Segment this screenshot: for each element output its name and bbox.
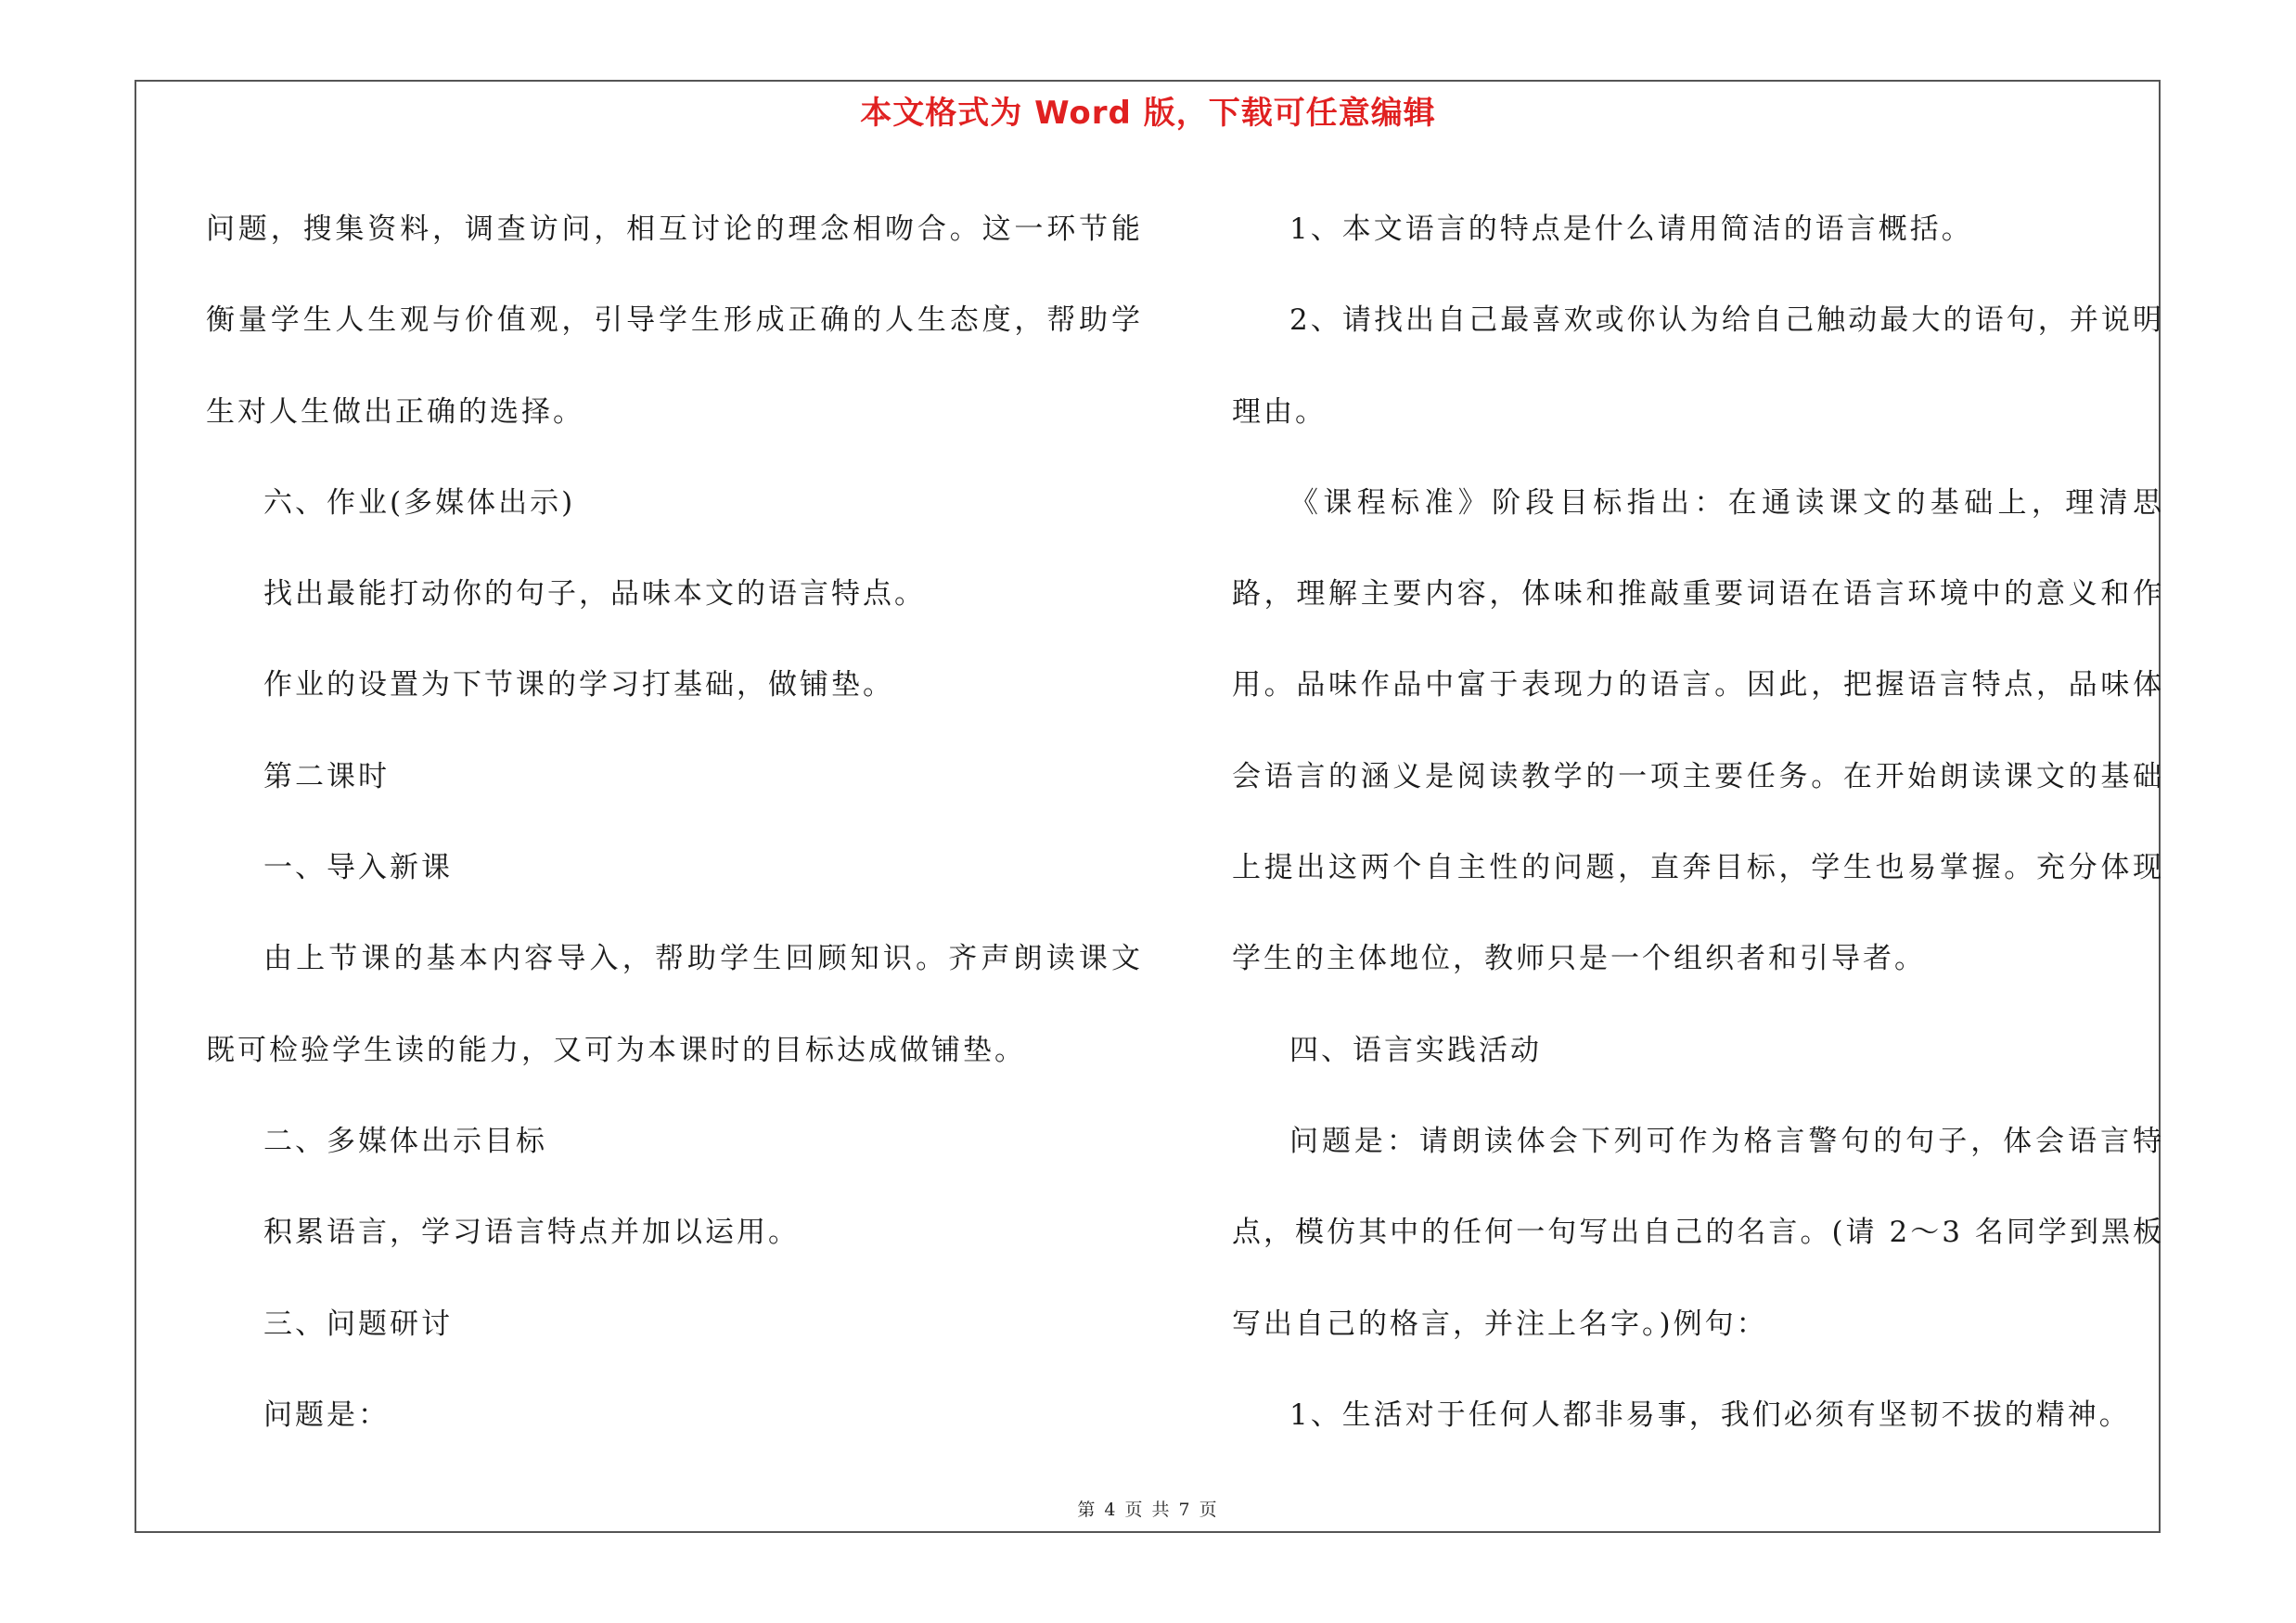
right-paragraph: 1、本文语言的特点是什么请用简洁的语言概括。 xyxy=(1289,213,1973,246)
right-paragraph: 问题是：请朗读体会下列可作为格言警句的句子，体会语言特点，模仿其中的任何一句写出自己的名言。(请 2～3 名同学到黑板写出自己的格言，并注上名字。)例句： xyxy=(1232,1124,2164,1341)
left-paragraph: 第二课时 xyxy=(263,759,390,793)
left-paragraph: 问题，搜集资料，调查访问，相互讨论的理念相吻合。这一环节能衡量学生人生观与价值观，引导学生形成正确的人生态度，帮助学生对人生做出正确的选择。 xyxy=(206,213,1143,429)
left-paragraph: 由上节课的基本内容导入，帮助学生回顾知识。齐声朗读课文既可检验学生读的能力，又可为本课时的目标达成做铺垫。 xyxy=(206,942,1143,1067)
left-paragraph: 问题是： xyxy=(263,1398,390,1432)
right-paragraph: 四、语言实践活动 xyxy=(1289,1033,1542,1067)
right-paragraph: 1、生活对于任何人都非易事，我们必须有坚韧不拔的精神。 xyxy=(1289,1398,2131,1432)
left-column xyxy=(206,184,1143,1461)
right-paragraph: 《课程标准》阶段目标指出：在通读课文的基础上，理清思路，理解主要内容，体味和推敲重要词语在语言环境中的意义和作用。品味作品中富于表现力的语言。因此，把握语言特点，品味体会语言的涵义是阅读教学的一项主要任务。在开始朗读课文的基础上提出这两个自主性的问题，直奔目标，学生也易掌握。充分体现学生的主体地位，教师只是一个组织者和引导者。 xyxy=(1232,485,2164,976)
left-paragraph: 一、导入新课 xyxy=(263,851,453,885)
left-paragraph: 作业的设置为下节课的学习打基础，做铺垫。 xyxy=(263,668,894,702)
header-banner: 本文格式为 Word 版，下载可任意编辑 xyxy=(860,95,1436,132)
left-paragraph: 二、多媒体出示目标 xyxy=(263,1124,547,1158)
left-paragraph: 六、作业(多媒体出示) xyxy=(263,485,576,520)
left-paragraph: 找出最能打动你的句子，品味本文的语言特点。 xyxy=(263,577,926,612)
left-paragraph: 三、问题研讨 xyxy=(263,1307,453,1341)
right-column xyxy=(1232,184,2164,1461)
left-paragraph: 积累语言，学习语言特点并加以运用。 xyxy=(263,1216,800,1250)
right-paragraph: 2、请找出自己最喜欢或你认为给自己触动最大的语句，并说明理由。 xyxy=(1232,303,2164,429)
page-footer: 第 4 页 共 7 页 xyxy=(1077,1500,1219,1520)
